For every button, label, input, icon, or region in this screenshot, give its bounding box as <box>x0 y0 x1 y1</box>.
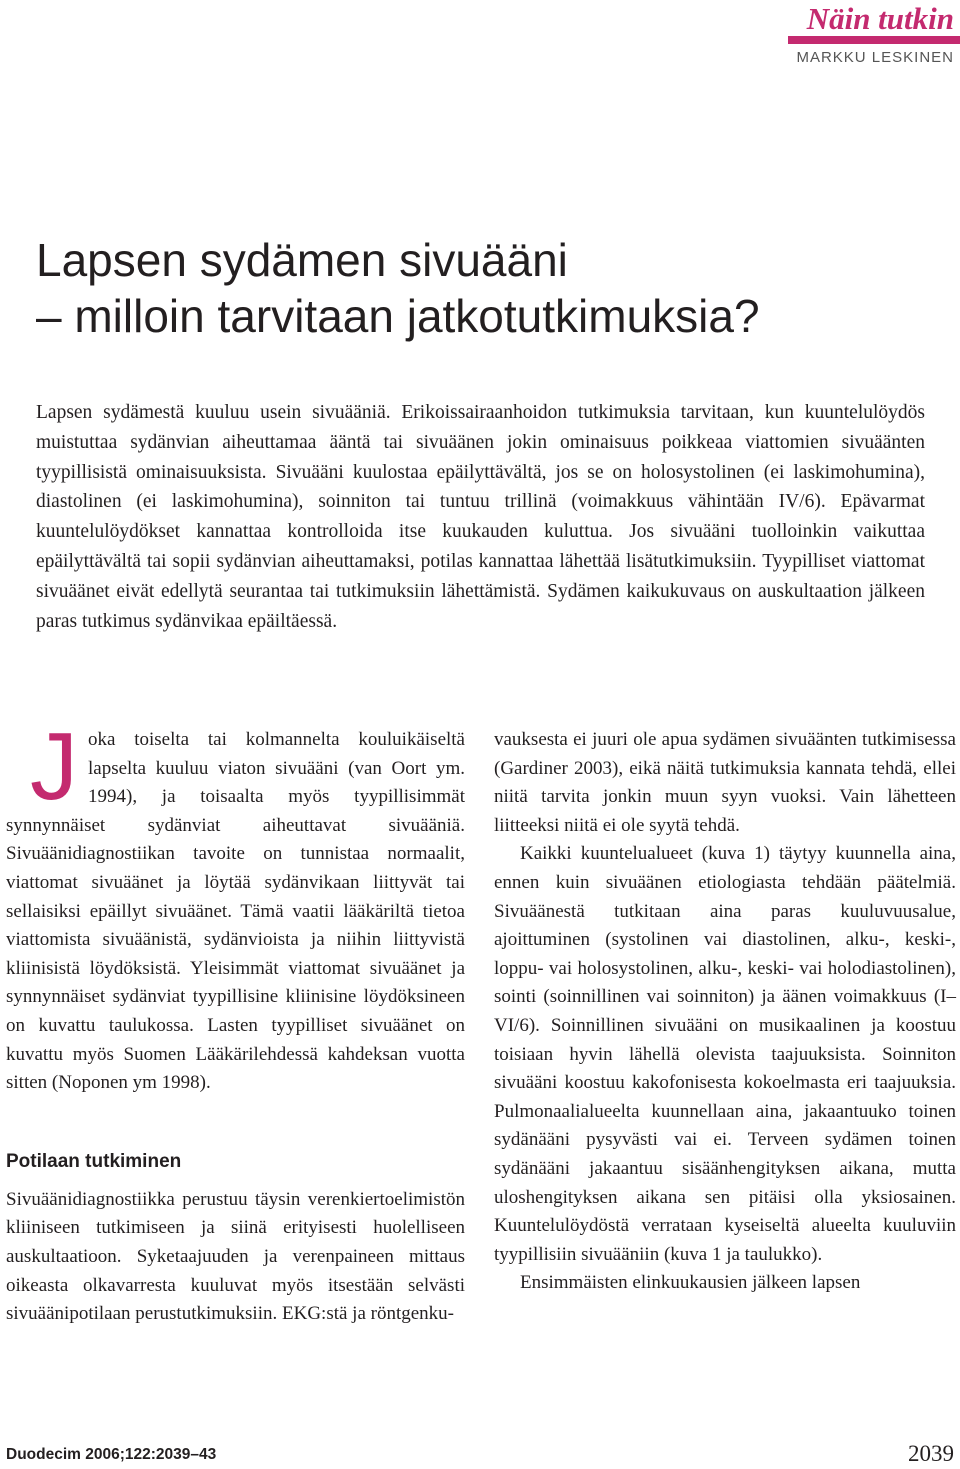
article-title <box>36 232 936 344</box>
intro-paragraph <box>6 713 465 1098</box>
series-title: Näin tutkin <box>806 1 954 36</box>
author-name: MARKKU LESKINEN <box>796 49 954 66</box>
body-column-left <box>6 713 465 1329</box>
right-paragraph-2: Kaikki kuuntelualueet (kuva 1) täytyy kuunnella aina, ennen kuin sivuäänen etiologiasta tehdään päätelmiä. Sivuäänestä tutkitaan aina paras kuuluvuusalue, ajoittuminen (systolinen vai diastolinen, alku-, keski-, loppu- vai holosystolinen, alku-, keski- vai holodiastolinen), sointi (soinnillinen vai soinniton) ja äänen voimakkuus (I–VI/6). Soinnillinen sivuääni on musikaalinen ja koostuu toisiaan hyvin lähellä olevista taajuuksista. Soinniton sivuääni koostuu kakofonisesta kokoelmasta eri taajuuksia. Pulmonaalialueelta kuunnellaan aina, jakaantuuko toinen sydänääni pysyvästi vai ei. Terveen sydämen toinen sydänääni jakaantuu sisäänhengityksen aikana, mutta uloshengityksen aikana sen pitäisi olla yksiosainen. Kuuntelulöydöstä verrataan kyseiseltä alueelta kuuluviin tyypillisiin sivuääniin (kuva 1 ja taulukko). <box>494 843 956 1265</box>
abstract: Lapsen sydämestä kuuluu usein sivuääniä. Erikoissairaanhoidon tutkimuksia tarvitaan, kun kuuntelulöydös muistuttaa sydänvian aiheuttamaa ääntä tai sivuäänen jokin ominaisuus poikkeaa viattomien sivuäänten tyypillisistä ominaisuuksista. Sivuääni kuulostaa epäilyttävältä, jos se on holosystolinen (ei laskimohumina), diastolinen (ei laskimohumina), soinniton tai tuntuu trillinä (voimakkuus vähintään IV/6). Epävarmat kuuntelulöydökset kannattaa kontrolloida itse kuukauden kuluttua. Jos sivuääni tuolloinkin vaikuttaa epäilyttävältä tai sopii sydänvian aiheuttamaksi, potilas kannattaa lähettää lisätutkimuksiin. Tyypilliset viattomat sivuäänet eivät edellytä seurantaa tai tutkimuksiin lähettämistä. Sydämen kaikukuvaus on auskultaation jälkeen paras tutkimus sydänvikaa epäiltäessä. <box>36 402 925 632</box>
header-rule <box>788 36 960 44</box>
right-paragraph-1: vauksesta ei juuri ole apua sydämen sivuäänten tutkimisessa (Gardiner 2003), eikä näitä tutkimuksia kannata tehdä, ellei niitä tarvita jonkin muun syyn vuoksi. Vain lähetteen liitteeksi niitä ei ole syytä tehdä. <box>494 729 956 836</box>
page-number: 2039 <box>908 1441 954 1466</box>
body-column-right <box>494 726 956 1298</box>
section-paragraph: Sivuäänidiagnostiikka perustuu täysin verenkiertoelimistön kliiniseen tutkimiseen ja siinä erityisesti huolelliseen auskultaatioon. Syketaajuuden ja verenpaineen mittaus oikeasta olkavarresta kuuluvat myös itsestään selvästi sivuäänipotilaan perustutkimuksiin. EKG:stä ja röntgenku- <box>6 1188 465 1325</box>
right-paragraph-3: Ensimmäisten elinkuukausien jälkeen lapsen <box>520 1272 861 1294</box>
drop-cap: J <box>30 713 78 820</box>
title-line-1: Lapsen sydämen sivuääni <box>36 234 568 286</box>
title-line-2: – milloin tarvitaan jatkotutkimuksia? <box>36 290 760 342</box>
journal-citation: Duodecim 2006;122:2039–43 <box>6 1446 217 1463</box>
intro-text: oka toiselta tai kolmannelta kouluikäiseltä lapselta kuuluu viaton sivuääni (van Oort ym. 1994), ja toisaalta myös tyypillisimmät synnynnäiset sydänviat aiheuttavat sivuääniä. Sivuäänidiagnostiikan tavoite on tunnistaa normaalit, viattomat sivuäänet ja löytää sydänvikaan liittyvät tai sellaisiksi epäillyt sivuäänet. Tämä vaatii lääkäriltä tietoa viattomista sivuäänistä, sydänvioista ja niihin liittyvistä kliinisistä löydöksistä. Yleisimmät viattomat sivuäänet ja synnynnäiset sydänviat tyypillisine kliinisine löydöksineen on kuvattu taulukossa. Lasten tyypilliset sivuäänet on kuvattu myös Suomen Lääkärilehdessä kahdeksan vuotta sitten (Noponen ym 1998). <box>6 729 465 1094</box>
section-heading: Potilaan tutkiminen <box>6 1150 182 1172</box>
